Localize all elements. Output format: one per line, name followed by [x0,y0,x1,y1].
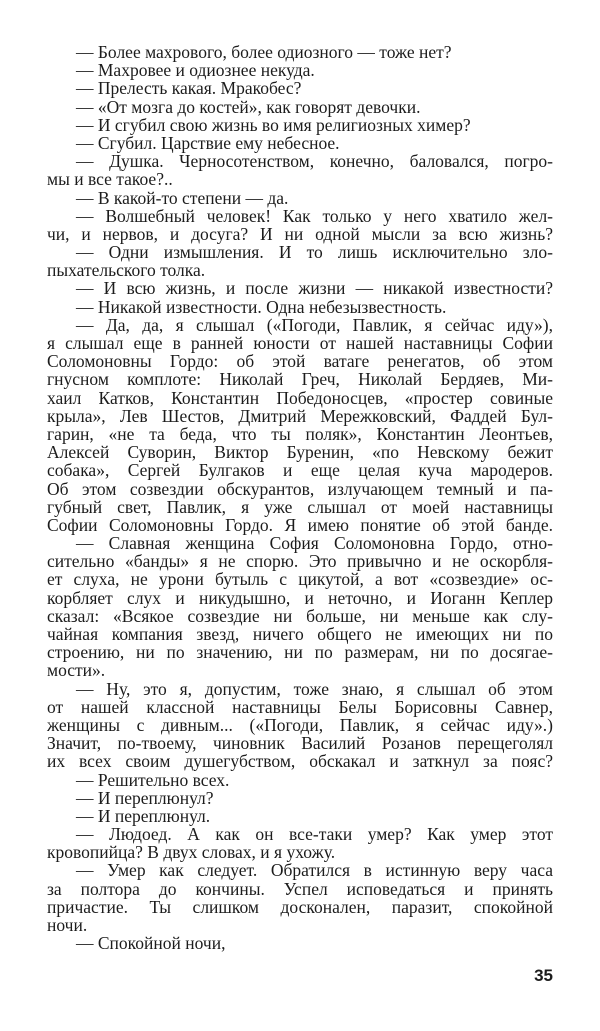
text-line: — Махровее и одиознее некуда. [76,60,315,81]
text-line: хаил Катков, Константин Победоносцев, «простер совиные [47,387,553,408]
text-line: кровопийца? В двух словах, и я ухожу. [47,842,336,863]
text-line: я слышал еще в ранней юности от нашей наставницы Софии [47,333,553,353]
text-line: за полтора до кончины. Успел исповедаться и принять [47,878,553,899]
text-line: чи, и нервов, и досуга? И ни одной мысли за всю жизнь? [47,223,553,244]
text-line: пыхательского толка. [47,260,206,281]
text-line: строению, ни по значению, ни по размерам, ни по досягае- [47,642,553,663]
text-line: корбляет слух и никудышно, и неточно, и Иоганн Кеплер [47,587,553,608]
text-line: чайная компания звезд, ничего общего не имеющих ни по [47,624,553,644]
text-line: сказал: «Всякое созвездие ни больше, ни меньше как слу- [47,605,553,626]
text-line: — Душка. Черносотенством, конечно, баловался, погро- [76,151,553,172]
page-number: 35 [534,966,553,985]
text-line: женщины с дивным... («Погоди, Павлик, я сейчас иду».) [47,714,553,735]
text-line: — Волшебный человек! Как только у него хватило жел- [76,205,553,226]
text-line: — Решительно всех. [76,769,230,790]
text-line: собака», Сергей Булгаков и еще целая куча мародеров. [47,460,553,481]
text-line: — И переплюнул? [76,787,214,808]
page-body-text [47,43,553,952]
text-line: Значит, по-твоему, чиновник Василий Розанов перещеголял [47,733,553,754]
text-line: ет слуха, не урони бутыль с цикутой, а вот «созвездие» ос- [47,569,553,590]
text-line: крыла», Лев Шестов, Дмитрий Мережковский, Фаддей Бул- [47,405,553,426]
text-line: мости». [47,660,106,681]
text-line: — Людоед. А как он все-таки умер? Как умер этот [76,824,553,845]
text-line: сительно «банды» я не спорю. Это привычно и не оскорбля- [47,551,553,572]
text-line: мы и все такое?.. [47,169,173,190]
text-line: их всех своим душегубством, обскакал и заткнул за пояс? [47,751,553,772]
text-line: — «От мозга до костей», как говорят девочки. [76,96,421,117]
text-line: — Славная женщина София Соломоновна Гордо, отно- [76,533,553,554]
text-line: — Ну, это я, допустим, тоже знаю, я слышал об этом [76,678,553,699]
text-line: Софии Соломоновны Гордо. Я имею понятие об этой банде. [47,514,553,535]
text-line: — Сгубил. Царствие ему небесное. [76,132,340,153]
text-line: ночи. [47,915,88,935]
text-line: — Никакой известности. Одна небезызвестность. [76,296,447,317]
text-line: гарин, «не та беда, что ты поляк», Константин Леонтьев, [47,423,553,444]
text-line: — Одни измышления. И то лишь исключительно зло- [76,242,553,263]
text-line: — Умер как следует. Обратился в истинную веру часа [76,860,553,881]
text-line: Алексей Суворин, Виктор Буренин, «по Невскому бежит [47,442,553,463]
text-line: гнусном комплоте: Николай Греч, Николай Бердяев, Ми- [47,369,553,390]
text-line: — Прелесть какая. Мракобес? [76,78,302,99]
text-line: Соломоновны Гордо: об этой ватаге ренегатов, об этом [47,351,553,372]
text-line: — Да, да, я слышал («Погоди, Павлик, я сейчас иду»), [76,314,553,335]
text-line: причастие. Ты слишком досконален, паразит, спокойной [47,896,553,917]
text-line: от нашей классной наставницы Белы Борисовны Савнер, [47,696,553,717]
text-line: — И переплюнул. [76,805,211,826]
text-line: — Спокойной ночи, [76,933,226,954]
text-line: губный свет, Павлик, я уже слышал от моей наставницы [47,496,553,517]
text-line: — И сгубил свою жизнь во имя религиозных химер? [76,114,471,135]
text-line: — И всю жизнь, и после жизни — никакой известности? [76,278,553,299]
text-line: — Более махрового, более одиозного — тоже нет? [76,42,452,62]
text-line: — В какой-то степени — да. [76,187,289,208]
text-line: Об этом созвездии обскурантов, излучающем темный и па- [47,478,553,499]
